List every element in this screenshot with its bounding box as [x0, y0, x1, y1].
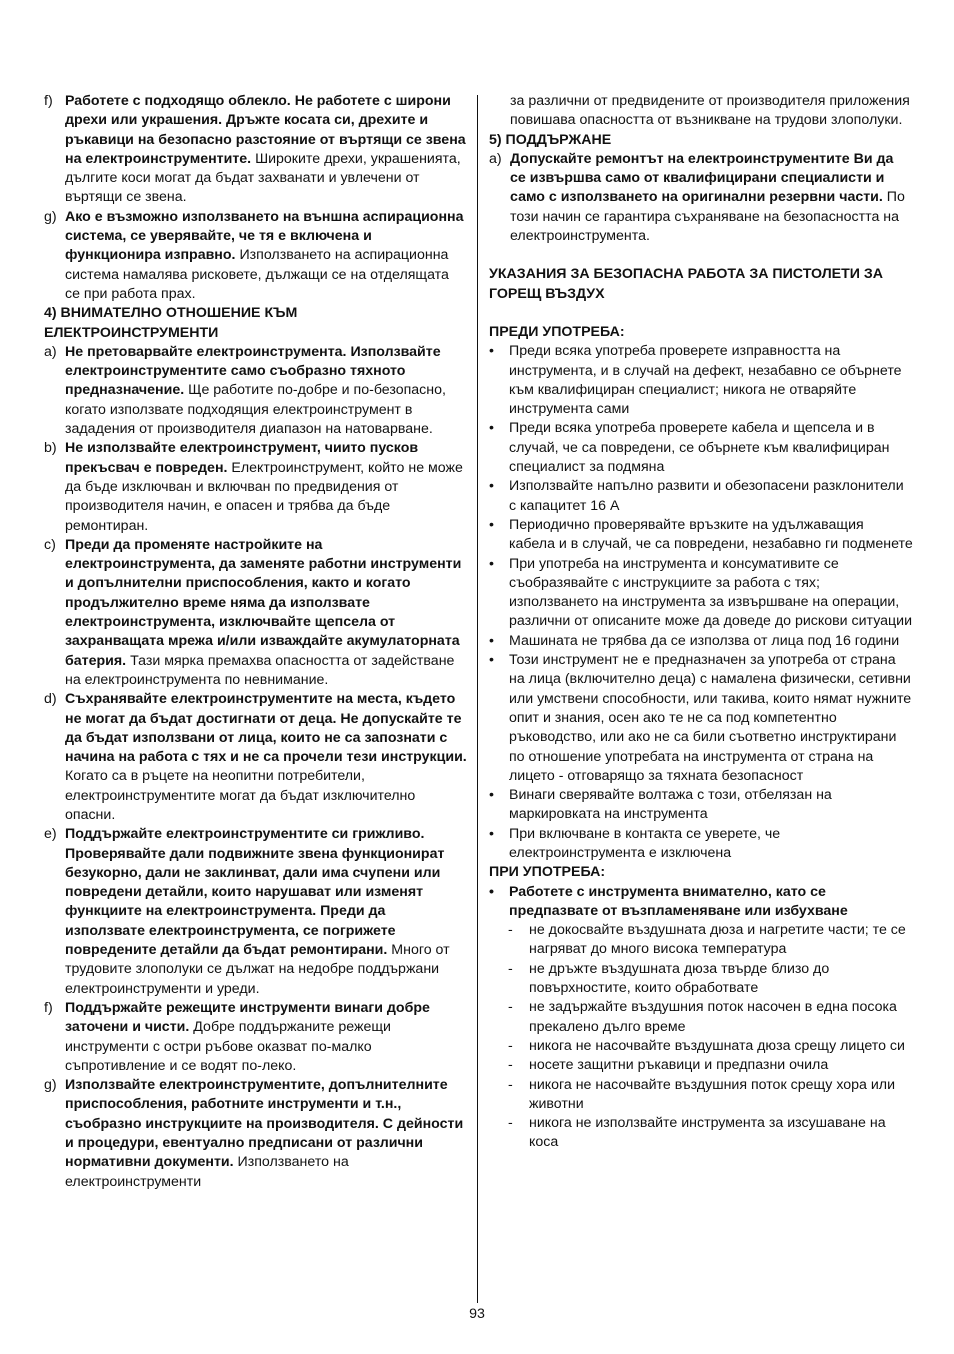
item-text: Когато са в ръцете на неопитни потребители, електроинструментите могат да бъдат изключително опасни.	[65, 768, 416, 823]
list-item	[489, 150, 913, 246]
item-label: f)	[44, 93, 53, 109]
bullet-text: Машината не трябва да се използва от лица под 16 години	[509, 632, 900, 649]
spacer	[489, 304, 913, 323]
bullet-dot: •	[489, 632, 494, 649]
bullet-item	[489, 825, 913, 864]
dash-item	[489, 1114, 913, 1153]
item-text: Тази мярка премахва опасността от задействане на електроинструмента по невнимание.	[65, 652, 455, 688]
right-column	[489, 92, 913, 1153]
dash-item	[489, 1076, 913, 1115]
bullet-text: Работете с инструмента внимателно, като се предпазвате от възпламеняване или избухване	[509, 883, 848, 919]
list-item	[44, 999, 467, 1076]
item-text: Широките дрехи, украшенията, дългите коси могат да бъдат захванати и увлечени от въртящи се звена.	[65, 150, 461, 206]
bullet-text: Преди всяка употреба проверете изправността на инструмента, и в случай на дефект, незабавно се обърнете към квалифициран специалист; никога не отваряйте инструмента сами	[509, 343, 902, 418]
dash-mark: -	[508, 1115, 513, 1132]
dash-item	[489, 960, 913, 999]
list-item	[44, 825, 467, 999]
item-text: Добре поддържаните режещи инструменти с остри ръбове оказват по-малко съпротивление и се водят по-леко.	[65, 1019, 391, 1074]
item-label: d)	[44, 691, 57, 708]
bullet-dot: •	[489, 478, 494, 495]
dash-mark: -	[508, 1076, 513, 1093]
bullet-dot: •	[489, 787, 494, 804]
section-heading: 4) ВНИМАТЕЛНО ОТНОШЕНИЕ КЪМ ЕЛЕКТРОИНСТРУМЕНТИ	[44, 305, 298, 341]
column-divider	[477, 95, 478, 1303]
list-item	[44, 208, 467, 304]
bullet-dot: •	[489, 825, 494, 842]
dash-mark: -	[508, 922, 513, 939]
spacer	[489, 246, 913, 265]
dash-item	[489, 921, 913, 960]
item-text: Електроинструмент, който не може да бъде изключван и включван по предвидения от производителя начин, е опасен и трябва да бъде ремонтиран.	[65, 459, 463, 534]
bullet-text: Използвайте напълно развити и обезопасени разклонители с капацитет 16 А	[509, 478, 904, 514]
dash-item	[489, 1056, 913, 1075]
bullet-text: При включване в контакта се уверете, че електроинструмента е изключена	[509, 825, 781, 861]
dash-text: никога не използвайте инструмента за изсушаване на коса	[529, 1115, 886, 1151]
item-bold-text: Не претоварвайте електроинструмента. Използвайте електроинструментите само съобразно тяхното предназначение.	[65, 343, 441, 399]
bullet-dot: •	[489, 420, 494, 437]
section-heading: 5) ПОДДЪРЖАНЕ	[489, 131, 612, 148]
list-item	[44, 439, 467, 535]
dash-item	[489, 1037, 913, 1056]
item-bold-text: Не използвайте електроинструмент, чиито пусков прекъсвач е повреден.	[65, 440, 419, 476]
dash-mark: -	[508, 999, 513, 1016]
bullet-dot: •	[489, 516, 494, 533]
bullet-item	[489, 342, 913, 419]
during-use-heading: ПРИ УПОТРЕБА:	[489, 864, 606, 881]
page-number: 93	[469, 1306, 485, 1322]
item-bold-text: Съхранявайте електроинструментите на места, където не могат да бъдат достигнати от деца. Не допускайте те да бъдат използвани от лица, които не са запознати с начина на работа с тях и не са прочели тези инструкции.	[65, 691, 467, 766]
item-bold-text: Допускайте ремонтът на електроинструментите Ви да се извършва само от квалифицирани специалисти и само с използването на оригинални резервни части.	[510, 150, 894, 206]
bullet-text: Периодично проверявайте връзките на удължаващия кабела и в случай, че са повредени, незабавно ги подменете	[509, 516, 913, 553]
item-label: g)	[44, 208, 57, 225]
bullet-item	[489, 651, 913, 786]
item-label: e)	[44, 826, 57, 843]
item-text: Използването на електроинструменти	[65, 1154, 349, 1190]
dash-text: никога не насочвайте въздушната дюза срещу лицето си	[529, 1037, 905, 1054]
item-text: По този начин се гарантира съхраняване на безопасността на електроинструмента.	[510, 189, 905, 245]
bullet-text: При употреба на инструмента и консумативите се съобразявайте с инструкциите за работа с тях; използването на инструмента за извършване на операции, различни от описаните може да доведе до рискови ситуации	[509, 555, 913, 630]
dash-item	[489, 998, 913, 1037]
dash-text: не задържайте въздушния поток насочен в една посока прекалено дълго време	[529, 999, 897, 1035]
item-label: a)	[489, 150, 502, 167]
dash-mark: -	[508, 1037, 513, 1054]
bullet-item	[489, 419, 913, 477]
item-label: b)	[44, 440, 57, 457]
bullet-item	[489, 786, 913, 825]
dash-text: не докосвайте въздушната дюза и нагретите части; те се нагряват до много висока температура	[529, 922, 906, 958]
item-bold-text: Работете с подходящо облекло. Не работете с широни дрехи или украшения. Дръжте косата си, дрехите и ръкавици на безопасно разстояние от въртящи се звена на електроинструментите.	[65, 93, 466, 167]
before-use-heading: ПРЕДИ УПОТРЕБА:	[489, 323, 625, 340]
dash-text: носете защитни ръкавици и предпазни очила	[529, 1057, 829, 1074]
bullet-item	[489, 477, 913, 516]
continuation-text-content: за различни от предвидените от производителя приложения повишава опасността от възникване на трудови злополуки.	[510, 93, 910, 129]
list-item	[44, 343, 467, 439]
item-bold-text: Поддържайте електроинструментите си грижливо. Проверявайте дали подвижните звена функционират безукорно, дали не заклинват, дали има счупени или повредени детайли, които нарушават или изменят функциите на електроинструмента. Преди да използвате електроинструмента, се погрижете повредените детайли да бъдат ремонтирани.	[65, 826, 445, 959]
bullet-item	[489, 555, 913, 632]
bullet-dot: •	[489, 652, 494, 669]
bullet-text: Преди всяка употреба проверете кабела и щепсела и в случай, че са повредени, се обърнете към квалифициран специалист за подмяна	[509, 420, 890, 476]
item-label: c)	[44, 536, 56, 553]
list-item	[44, 92, 467, 208]
bullet-text: Винаги сверявайте волтажа с този, отбелязан на маркировката на инструмента	[509, 787, 832, 823]
bullet-item	[489, 632, 913, 651]
item-text: Използването на аспирационна система намалява рисковете, дължащи се на отделящата се при работа прах.	[65, 247, 449, 302]
continuation-text	[489, 92, 913, 131]
item-text: Много от трудовите злополуки се дължат на недобре поддържани електроинструменти и уреди.	[65, 942, 450, 997]
dash-text: никога не насочвайте въздушния поток срещу хора или животни	[529, 1076, 896, 1112]
bullet-dot: •	[489, 343, 494, 360]
list-item	[44, 1076, 467, 1192]
dash-text: не дръжте въздушната дюза твърде близо до повърхностите, които обработвате	[529, 960, 830, 997]
item-bold-text: Ако е възможно използването на външна аспирационна система, се уверявайте, че тя е включена и функционира изправно.	[65, 208, 464, 264]
item-label: a)	[44, 343, 57, 360]
bullet-dot: •	[489, 883, 494, 900]
safety-heading: УКАЗАНИЯ ЗА БЕЗОПАСНА РАБОТА ЗА ПИСТОЛЕТИ ЗА ГОРЕЩ ВЪЗДУХ	[489, 266, 884, 302]
bullet-dot: •	[489, 555, 494, 572]
item-label: g)	[44, 1077, 57, 1094]
list-item	[44, 690, 467, 825]
bullet-text: Този инструмент не е предназначен за употреба от страна на лица (включително деца) с намалена физически, сетивни или умствени способности, или такива, които нямат нужните опит и знания, осен ако те не са под компетентно ръководство, или ако не са били съответно инструктирани по отношение употребата на инструмента от страна на лицето - отговарящо за тяхната безопасност	[509, 652, 912, 784]
bullet-item	[489, 883, 913, 922]
item-bold-text: Преди да променяте настройките на електроинструмента, да заменяте работни инструменти и допълнителни приспособления, както и когато продължително време няма да използвате електроинструмента, изключвайте щепсела от захранващата мрежа и/или изваждайте акумулаторната батерия.	[65, 536, 462, 669]
list-item	[44, 536, 467, 690]
item-text: Ще работите по-добре и по-безопасно, когато използвате подходящия електроинструмент в зададения от производителя диапазон на натоварване.	[65, 382, 446, 438]
dash-mark: -	[508, 960, 513, 977]
bullet-item	[489, 516, 913, 555]
item-bold-text: Поддържайте режещите инструменти винаги добре заточени и чисти.	[65, 999, 430, 1036]
item-label: f)	[44, 999, 53, 1016]
item-bold-text: Използвайте електроинструментите, допълнителните приспособления, работните инструменти и т.н., съобразно инструкциите на производителя. С дейности и процедури, евентуално предписани от различни нормативни документи.	[65, 1077, 464, 1171]
left-column	[44, 92, 467, 1192]
dash-mark: -	[508, 1057, 513, 1074]
